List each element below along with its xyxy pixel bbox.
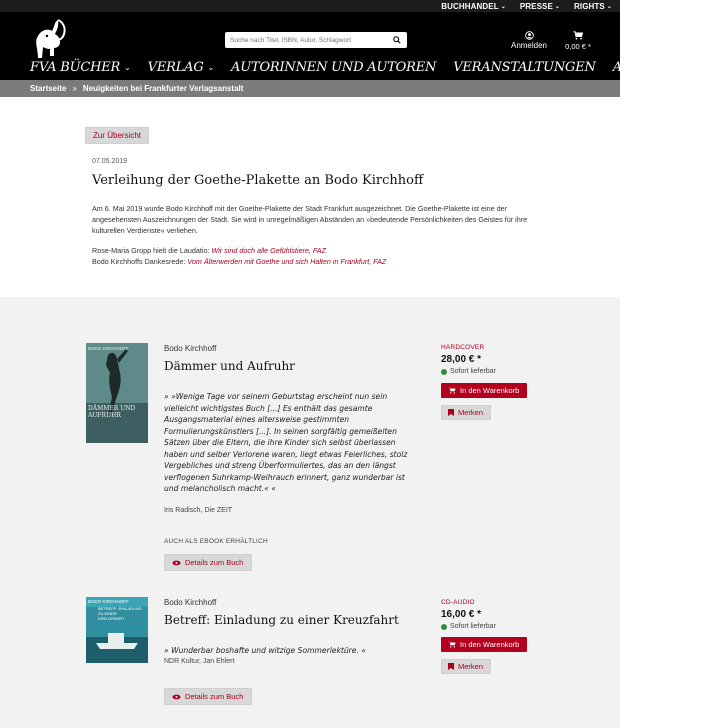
- availability-dot-icon: [441, 624, 447, 630]
- cart-total: 0,00 € *: [565, 42, 591, 51]
- remember-button[interactable]: [441, 405, 491, 420]
- cart-icon: [573, 31, 583, 40]
- details-label: Details zum Buch: [185, 558, 244, 567]
- review-source: NDR Kultur, Jan Ehlert: [164, 658, 235, 665]
- topbar-item-presse[interactable]: [520, 2, 560, 11]
- availability-label: Sofort lieferbar: [450, 368, 496, 375]
- elephant-logo[interactable]: [30, 18, 70, 60]
- nav-item-aktuelles[interactable]: [613, 60, 695, 75]
- details-label: Details zum Buch: [185, 692, 244, 701]
- nav-label: VERANSTALTUNGEN: [453, 60, 596, 75]
- remember-label: Merken: [458, 662, 484, 671]
- availability-dot-icon: [441, 369, 447, 375]
- chevron-down-icon: ⌄: [606, 3, 612, 10]
- user-icon: [525, 31, 534, 40]
- cover-author: BODO KIRCHHOFF: [88, 599, 129, 604]
- laudatio-prefix: Rose-Maria Gropp hielt die Laudatio:: [92, 246, 212, 255]
- chevron-down-icon: ⌄: [124, 63, 131, 72]
- book-author: Bodo Kirchhoff: [164, 598, 217, 607]
- nav-item-autorinnen[interactable]: [231, 60, 436, 75]
- eye-icon: [172, 560, 181, 566]
- cart-icon: [448, 641, 456, 648]
- breadcrumb-separator: »: [72, 84, 77, 93]
- availability-label: Sofort lieferbar: [450, 623, 496, 630]
- topbar-label: PRESSE: [519, 1, 553, 11]
- nav-item-fva-buecher[interactable]: [30, 60, 131, 75]
- review-source: Iris Radisch, Die ZEIT: [164, 507, 233, 514]
- related-books-section: [0, 297, 620, 728]
- article-body: Am 6. Mai 2019 wurde Bodo Kirchhoff mit der Goethe-Plakette der Stadt Frankfurt ausgezeichnet. Die Goethe-Plakette ist eine der angesehensten Auszeichnungen der Stadt. Sie wird in unregelmäßigen Abständen an »bedeutende Persönlichkeiten des Geistes für ihre kulturellen Verdienste« verliehen.: [92, 204, 528, 235]
- book-cover[interactable]: [86, 343, 148, 443]
- site-header: [0, 12, 695, 80]
- cart-label: In den Warenkorb: [460, 640, 520, 649]
- book-title[interactable]: Betreff: Einladung zu einer Kreuzfahrt: [164, 613, 399, 627]
- news-article: [0, 97, 620, 315]
- book-price: 28,00 € *: [441, 354, 482, 365]
- book-format: HARDCOVER: [441, 344, 485, 351]
- top-utility-bar: [0, 0, 620, 12]
- nav-label: AKTUELLES: [612, 60, 695, 75]
- bookmark-icon: [448, 409, 454, 416]
- chevron-down-icon: ⌄: [500, 3, 506, 10]
- speech-line: [92, 256, 542, 267]
- login-label: Anmelden: [510, 41, 548, 50]
- search-box: [225, 32, 407, 48]
- book-details-button[interactable]: [164, 688, 252, 705]
- book-details-button[interactable]: [164, 554, 252, 571]
- remember-label: Merken: [458, 408, 484, 417]
- nav-label: AUTORINNEN UND AUTOREN: [231, 60, 437, 75]
- availability-status: [441, 368, 496, 375]
- chevron-down-icon: ⌄: [554, 3, 561, 10]
- cover-title: BETREFF: EINLADUNG ZU EINER KREUZFAHRT: [98, 606, 142, 621]
- book-format: CD-AUDIO: [441, 599, 475, 606]
- cover-title: DÄMMER UND AUFRUHR: [88, 405, 136, 419]
- topbar-label: BUCHHANDEL: [441, 1, 499, 11]
- speech-prefix: Bodo Kirchhoffs Dankesrede:: [92, 257, 188, 266]
- book-review-quote: » Wunderbar boshafte und witzige Sommerlektüre. «: [164, 646, 366, 655]
- add-to-cart-button[interactable]: [441, 637, 527, 652]
- ebook-notice: AUCH ALS EBOOK ERHÄLTLICH: [164, 538, 268, 545]
- article-title: Verleihung der Goethe-Plakette an Bodo Kirchhoff: [92, 173, 424, 188]
- nav-item-verlag[interactable]: [148, 60, 214, 75]
- bookmark-icon: [448, 663, 454, 670]
- book-title[interactable]: Dämmer und Aufruhr: [164, 359, 295, 373]
- laudatio-link[interactable]: Wir sind doch alle Gefühlstiere, FAZ: [211, 246, 326, 255]
- back-to-overview-button[interactable]: Zur Übersicht: [85, 127, 149, 144]
- book-author: Bodo Kirchhoff: [164, 344, 217, 353]
- chevron-down-icon: ⌄: [207, 63, 215, 72]
- topbar-item-buchhandel[interactable]: [441, 2, 506, 11]
- remember-button[interactable]: [441, 659, 491, 674]
- breadcrumb-home[interactable]: Startseite: [30, 84, 67, 93]
- article-date: 07.05.2019: [92, 158, 128, 165]
- book-price: 16,00 € *: [441, 609, 482, 620]
- nav-label: VERLAG: [147, 60, 204, 75]
- article-links: [92, 245, 542, 267]
- search-input[interactable]: [225, 37, 385, 44]
- laudatio-line: [92, 245, 542, 256]
- cart-icon: [448, 387, 456, 394]
- login-button[interactable]: [510, 31, 548, 50]
- main-navigation: [30, 60, 712, 75]
- topbar-label: RIGHTS: [574, 1, 605, 11]
- search-icon[interactable]: [393, 36, 401, 44]
- breadcrumb: [0, 80, 620, 97]
- nav-item-veranstaltungen[interactable]: [453, 60, 596, 75]
- availability-status: [441, 623, 496, 630]
- add-to-cart-button[interactable]: [441, 383, 527, 398]
- book-review-quote: » »Wenige Tage vor seinem Geburtstag erscheint nun sein vielleicht wichtigstes Buch [...] Es enthält das gesamte Ausgangsmaterial eines altersweise gestimmten Formulierungskünstlers [...]. In seinen sorgfältig gemeißelten Sätzen über die Eltern, die ihre Kinder sich selbst überlassen haben und selber Verlorene waren, liegt etwas Feierliches, stolz Vergebliches und streng Überformuliertes, das an den längst verflogenen Suhrkamp-Weihrauch erinnert, ganz wunderbar ist und melancholisch macht.« «: [164, 392, 408, 493]
- cart-label: In den Warenkorb: [460, 386, 520, 395]
- speech-link[interactable]: Vom Älterwerden mit Goethe und sich Halten in Frankfurt, FAZ: [187, 257, 387, 266]
- cart-button[interactable]: [562, 31, 594, 51]
- topbar-item-rights[interactable]: [574, 2, 612, 11]
- breadcrumb-current[interactable]: Neuigkeiten bei Frankfurter Verlagsanstalt: [82, 84, 244, 93]
- cover-author: BODO KIRCHHOFF: [88, 346, 129, 351]
- nav-label: FVA BÜCHER: [30, 60, 121, 75]
- eye-icon: [172, 694, 181, 700]
